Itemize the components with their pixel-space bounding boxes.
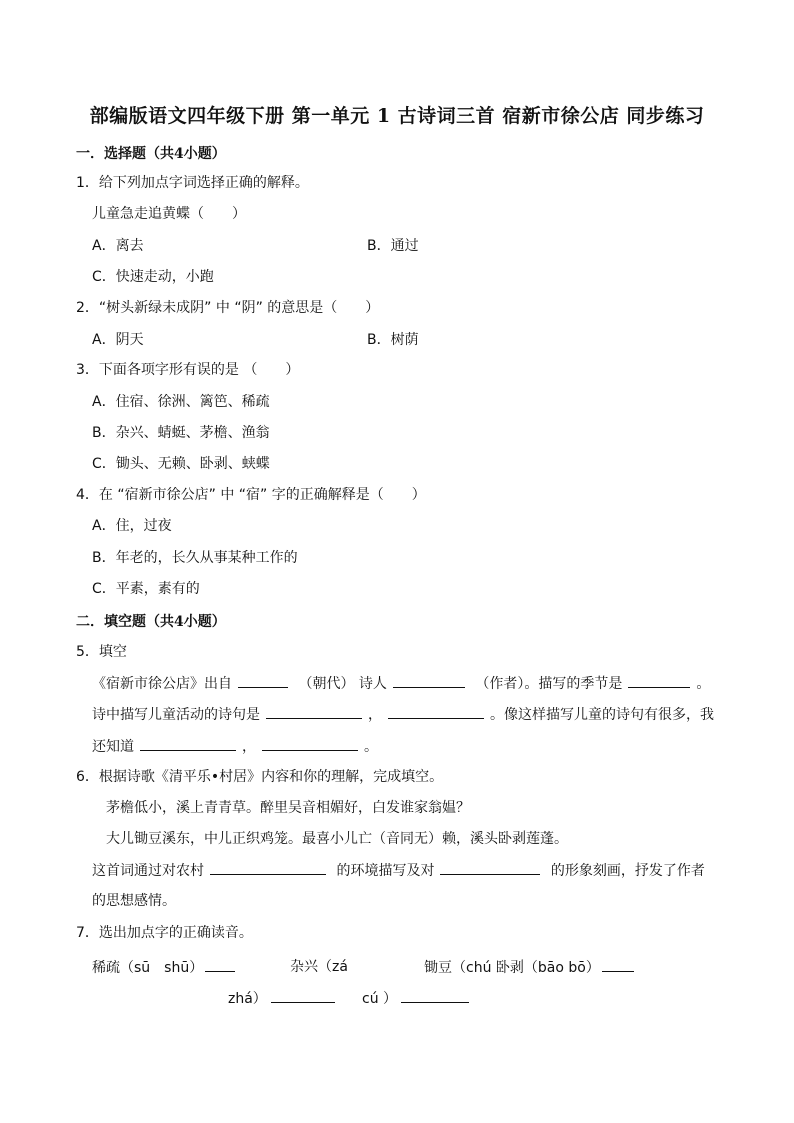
q5-text: （朝代） 诗人: [298, 676, 387, 692]
q5-line-1: [92, 673, 710, 694]
q6-text: 这首词通过对农村: [92, 863, 204, 879]
q6-line-1: [92, 860, 705, 881]
q1-option-c: C．快速走动，小跑: [92, 269, 214, 285]
child-line-blank-1[interactable]: [266, 704, 362, 719]
q3-option-b: B．杂兴、蜻蜓、茅檐、渔翁: [92, 425, 270, 441]
season-blank[interactable]: [628, 673, 690, 688]
q5-text: 《宿新市徐公店》出自: [92, 676, 232, 692]
q5-line-3: [92, 736, 378, 757]
q2-stem: 2．“树头新绿未成阴” 中 “阴” 的意思是（ ）: [76, 300, 380, 316]
environment-blank[interactable]: [210, 860, 326, 875]
q4-option-c: C．平素，素有的: [92, 581, 200, 597]
q6-poem-line-2: 大儿锄豆溪东，中儿正织鸡笼。最喜小儿亡（音同无）赖，溪头卧剥莲蓬。: [106, 831, 568, 847]
q5-text: （作者）。描写的季节是: [475, 676, 623, 692]
q4-stem: 4．在 “宿新市徐公店” 中 “宿” 字的正确解释是（ ）: [76, 487, 426, 503]
q6-text: 的环境描写及对: [336, 863, 435, 879]
q6-text: 的形象刻画，抒发了作者: [550, 863, 705, 879]
q7-text: zhá）: [228, 991, 267, 1007]
q5-text: ，: [242, 739, 256, 755]
q5-text: 还知道: [92, 739, 134, 755]
q2-option-b: B．树荫: [367, 332, 419, 348]
q7-item-2: 杂兴（zá: [290, 959, 348, 975]
q5-text: 。像这样描写儿童的诗句有很多，我: [490, 707, 714, 723]
q7-text: 锄豆（chú 卧剥（bāo bō）: [424, 960, 600, 976]
q3-option-a: A．住宿、徐洲、篱笆、稀疏: [92, 394, 270, 410]
q2-option-a: A．阴天: [92, 332, 144, 348]
child-line-blank-2[interactable]: [388, 704, 484, 719]
q3-stem: 3．下面各项字形有误的是 （ ）: [76, 362, 300, 378]
q7-item-2-continued: [228, 988, 341, 1009]
pinyin-blank-3[interactable]: [602, 957, 634, 972]
q5-text: ，: [368, 707, 382, 723]
q1-sentence: 儿童急走追黄蝶（ ）: [92, 206, 246, 222]
q5-text: 诗中描写儿童活动的诗句是: [92, 707, 260, 723]
q5-text: 。: [364, 739, 378, 755]
q1-stem: 1．给下列加点字词选择正确的解释。: [76, 175, 309, 191]
q3-option-c: C．锄头、无赖、卧剥、蛱蝶: [92, 456, 270, 472]
q6-stem: 6．根据诗歌《清平乐•村居》内容和你的理解，完成填空。: [76, 769, 444, 785]
pinyin-blank-2[interactable]: [271, 988, 335, 1003]
q5-text: 。: [696, 676, 711, 692]
page-title: 部编版语文四年级下册 第一单元 1 古诗词三首 宿新市徐公店 同步练习: [89, 105, 705, 127]
q7-item-1: [92, 957, 241, 978]
dynasty-blank[interactable]: [238, 673, 288, 688]
q7-item-3-continued: [362, 988, 475, 1009]
other-poem-blank-1[interactable]: [140, 736, 236, 751]
q4-option-a: A．住，过夜: [92, 518, 172, 534]
q7-text: cú ）: [362, 991, 398, 1007]
q5-stem: 5．填空: [76, 644, 127, 660]
q7-text: 稀疏（sū shū）: [92, 960, 204, 976]
other-poem-blank-2[interactable]: [262, 736, 358, 751]
q5-line-2: [92, 704, 714, 725]
pinyin-blank-4[interactable]: [401, 988, 469, 1003]
section-choice-heading: 一．选择题（共4小题）: [76, 146, 226, 162]
q4-option-b: B．年老的，长久从事某种工作的: [92, 550, 298, 566]
pinyin-blank-1[interactable]: [205, 957, 235, 972]
q1-option-b: B．通过: [367, 238, 419, 254]
section-fill-heading: 二．填空题（共4小题）: [76, 614, 226, 630]
q7-stem: 7．选出加点字的正确读音。: [76, 925, 253, 941]
character-blank[interactable]: [440, 860, 540, 875]
q1-option-a: A．离去: [92, 238, 144, 254]
q6-line-2: 的思想感情。: [92, 893, 176, 909]
author-blank[interactable]: [393, 673, 465, 688]
q7-item-3: [424, 957, 640, 978]
q6-poem-line-1: 茅檐低小，溪上青青草。醉里吴音相媚好，白发谁家翁媪？: [106, 800, 470, 816]
